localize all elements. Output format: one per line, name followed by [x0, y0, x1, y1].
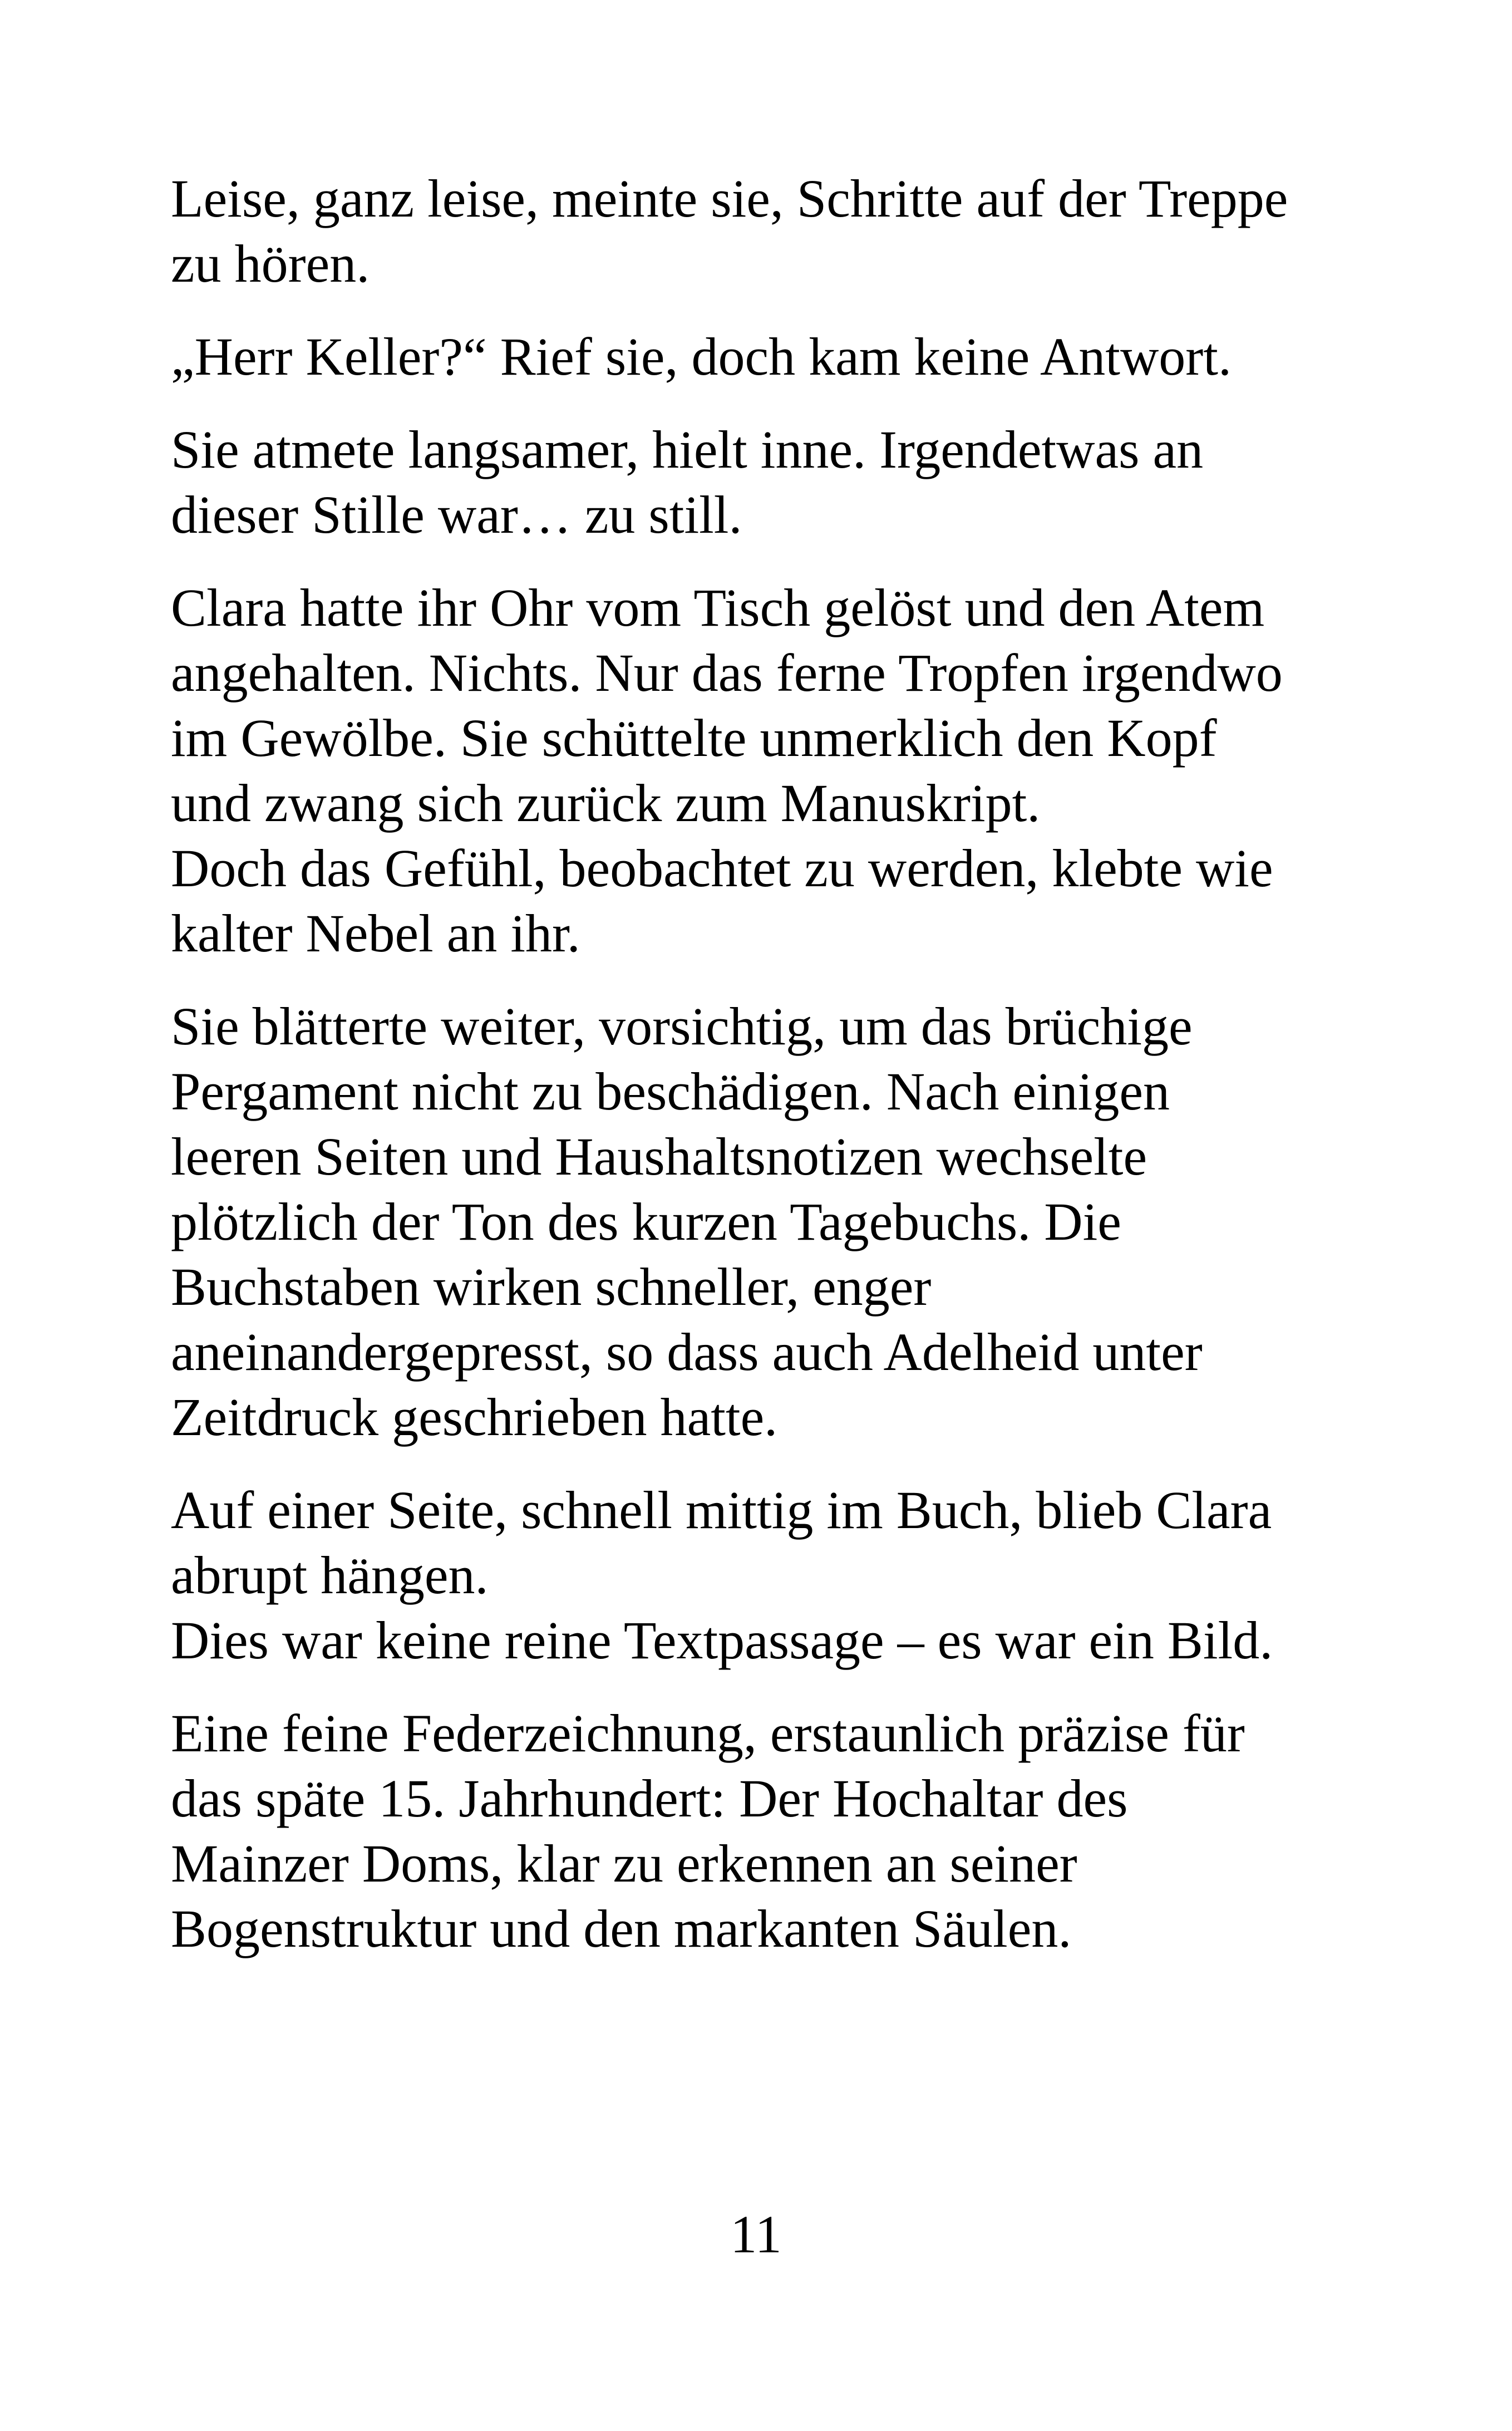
paragraph-1 [171, 166, 1367, 296]
text-line: „Herr Keller?“ Rief sie, doch kam keine Antwort. [171, 327, 1232, 386]
text-line: Mainzer Doms, klar zu erkennen an seiner [171, 1834, 1077, 1893]
text-line: Zeitdruck geschrieben hatte. [171, 1387, 778, 1447]
text-line: Sie atmete langsamer, hielt inne. Irgendetwas an [171, 420, 1204, 479]
text-line: abrupt hängen. [171, 1545, 489, 1605]
text-line: Auf einer Seite, schnell mittig im Buch, blieb Clara [171, 1480, 1272, 1540]
paragraph-5 [171, 994, 1367, 1450]
text-line: Eine feine Federzeichnung, erstaunlich präzise für [171, 1703, 1245, 1763]
paragraph-2 [171, 324, 1367, 389]
text-line: Clara hatte ihr Ohr vom Tisch gelöst und den Atem [171, 578, 1265, 637]
text-line: Bogenstruktur und den markanten Säulen. [171, 1899, 1072, 1958]
text-line: dieser Stille war… zu still. [171, 485, 742, 544]
text-line: Buchstaben wirken schneller, enger [171, 1257, 932, 1317]
text-line: und zwang sich zurück zum Manuskript. [171, 773, 1041, 833]
text-line: plötzlich der Ton des kurzen Tagebuchs. Die [171, 1192, 1121, 1251]
text-line: Leise, ganz leise, meinte sie, Schritte auf der Treppe [171, 169, 1288, 228]
text-line: leeren Seiten und Haushaltsnotizen wechselte [171, 1127, 1147, 1186]
text-line: Dies war keine reine Textpassage – es war ein Bild. [171, 1610, 1273, 1670]
paragraph-3 [171, 417, 1367, 547]
text-line: im Gewölbe. Sie schüttelte unmerklich den Kopf [171, 708, 1217, 768]
text-line: Doch das Gefühl, beobachtet zu werden, klebte wie [171, 838, 1273, 898]
paragraph-6 [171, 1477, 1367, 1673]
text-line: angehalten. Nichts. Nur das ferne Tropfen irgendwo [171, 643, 1283, 703]
text-line: Pergament nicht zu beschädigen. Nach einigen [171, 1062, 1170, 1121]
text-line: das späte 15. Jahrhundert: Der Hochaltar des [171, 1769, 1128, 1828]
text-line: zu hören. [171, 234, 370, 293]
text-line: kalter Nebel an ihr. [171, 903, 580, 963]
paragraph-4 [171, 575, 1367, 966]
text-line: Sie blätterte weiter, vorsichtig, um das brüchige [171, 996, 1193, 1056]
body-text [171, 166, 1367, 1989]
page-number: 11 [730, 2204, 782, 2264]
text-line: aneinandergepresst, so dass auch Adelheid unter [171, 1322, 1203, 1382]
paragraph-7 [171, 1701, 1367, 1961]
